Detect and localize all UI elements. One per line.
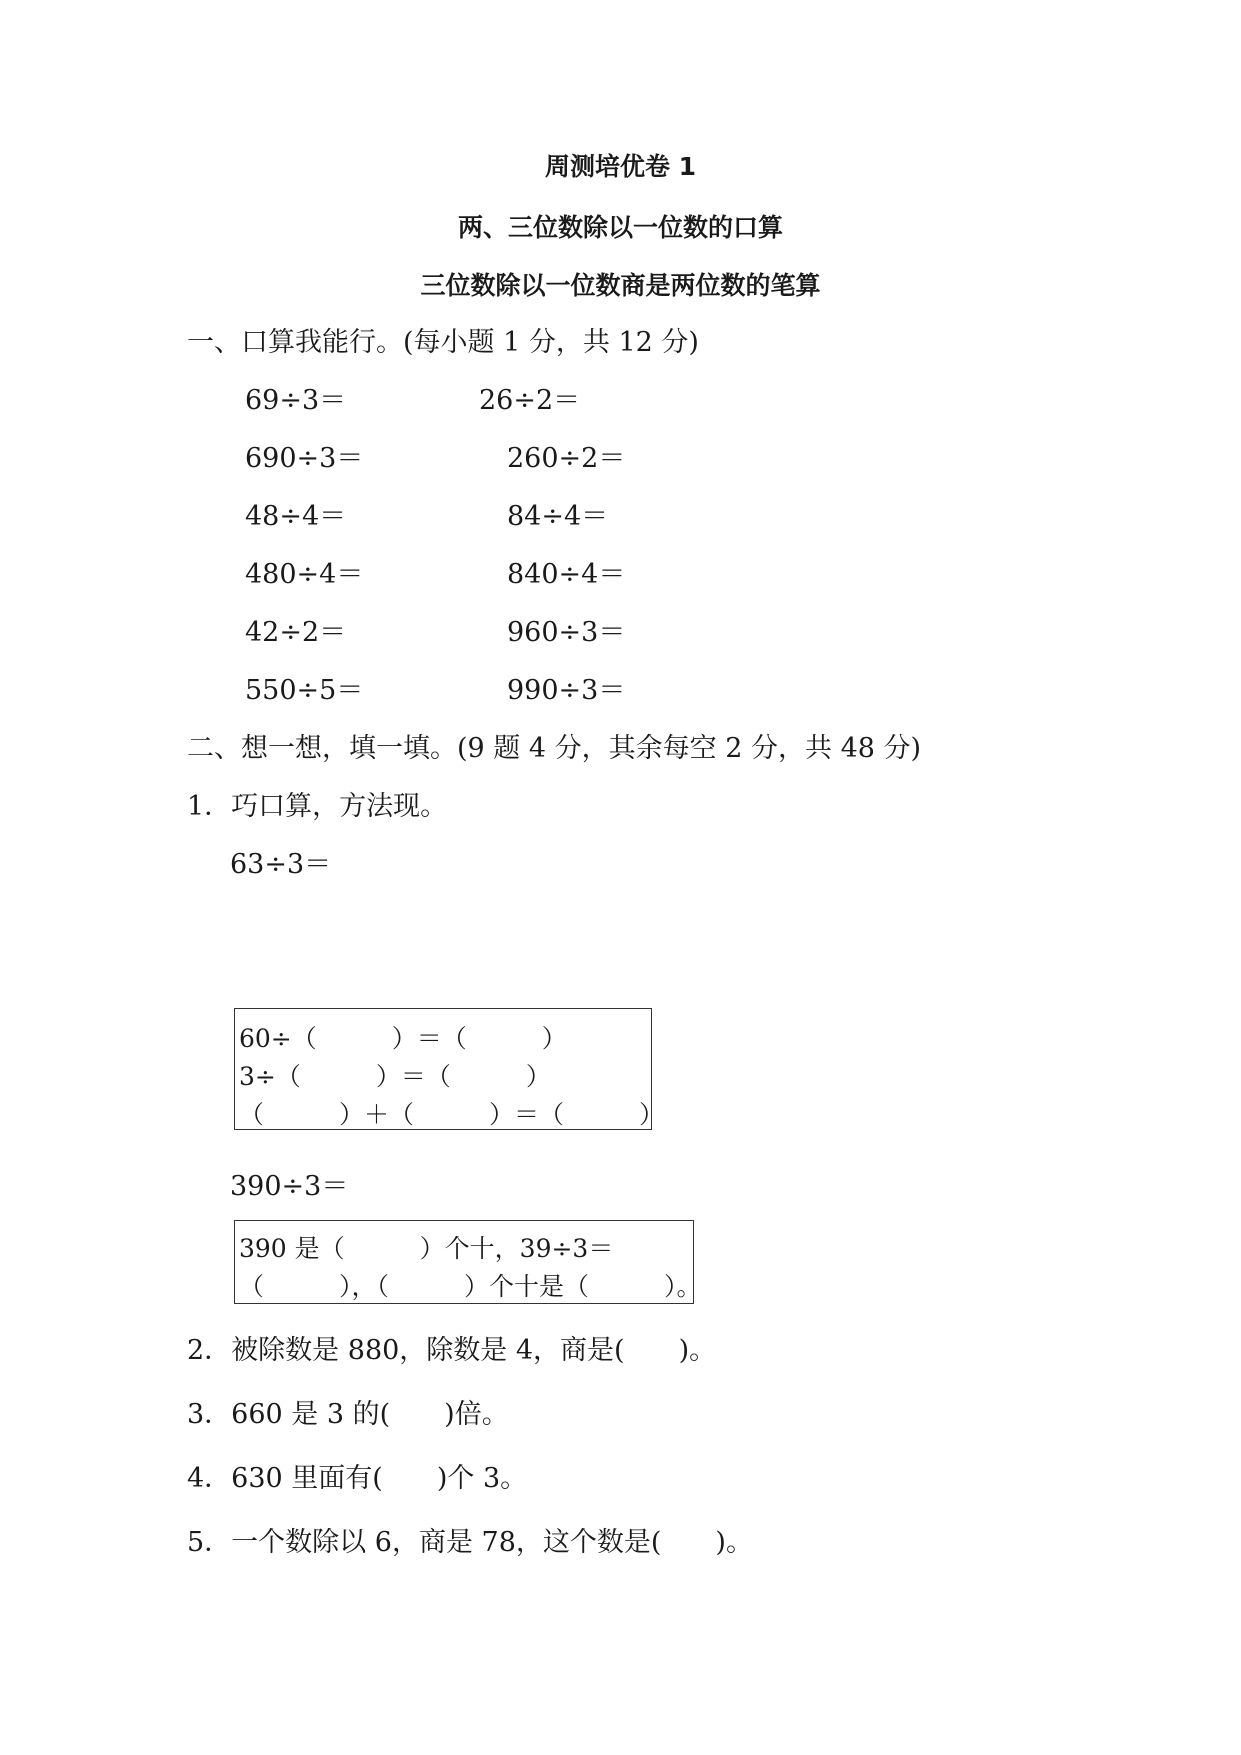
question-1-expression-1: 63÷3＝ — [230, 849, 332, 880]
question-4: 4．630 里面有( )个 3。 — [187, 1463, 528, 1494]
oral-problem: 840÷4＝ — [507, 559, 626, 590]
oral-problem: 690÷3＝ — [245, 443, 364, 474]
oral-problem: 42÷2＝ — [245, 617, 347, 648]
oral-problem: 550÷5＝ — [245, 675, 364, 706]
oral-problem: 260÷2＝ — [507, 443, 626, 474]
method-box-line: （ ），（ ）个十是（ ）。 — [239, 1272, 702, 1301]
question-2: 2．被除数是 880，除数是 4，商是( )。 — [187, 1335, 717, 1366]
oral-problem: 480÷4＝ — [245, 559, 364, 590]
oral-problem: 48÷4＝ — [245, 501, 347, 532]
question-3: 3．660 是 3 的( )倍。 — [187, 1399, 509, 1430]
method-box-line: 390 是（ ）个十，39÷3＝ — [239, 1234, 614, 1263]
page-subtitle-1: 两、三位数除以一位数的口算 — [457, 213, 783, 242]
section-1-heading: 一、口算我能行。(每小题 1 分，共 12 分) — [187, 327, 699, 358]
method-box-1 — [234, 1008, 665, 1130]
section-2-heading: 二、想一想，填一填。(9 题 4 分，其余每空 2 分，共 48 分) — [187, 733, 922, 764]
oral-problem: 26÷2＝ — [479, 385, 581, 416]
page-subtitle-2: 三位数除以一位数商是两位数的笔算 — [420, 271, 821, 300]
oral-problem: 990÷3＝ — [507, 675, 626, 706]
oral-problem: 960÷3＝ — [507, 617, 626, 648]
question-1-label: 1．巧口算，方法现。 — [187, 791, 448, 822]
method-box-line: 60÷（ ）＝（ ） — [239, 1024, 567, 1053]
question-5: 5．一个数除以 6，商是 78，这个数是( )。 — [187, 1527, 753, 1558]
oral-problem: 69÷3＝ — [245, 385, 347, 416]
oral-problem: 84÷4＝ — [507, 501, 609, 532]
method-box-line: （ ）＋（ ）＝（ ） — [239, 1100, 665, 1129]
page-title: 周测培优卷 1 — [544, 152, 697, 181]
method-box-2 — [234, 1220, 702, 1304]
question-1-expression-2: 390÷3＝ — [230, 1171, 349, 1202]
method-box-line: 3÷（ ）＝（ ） — [239, 1062, 551, 1091]
